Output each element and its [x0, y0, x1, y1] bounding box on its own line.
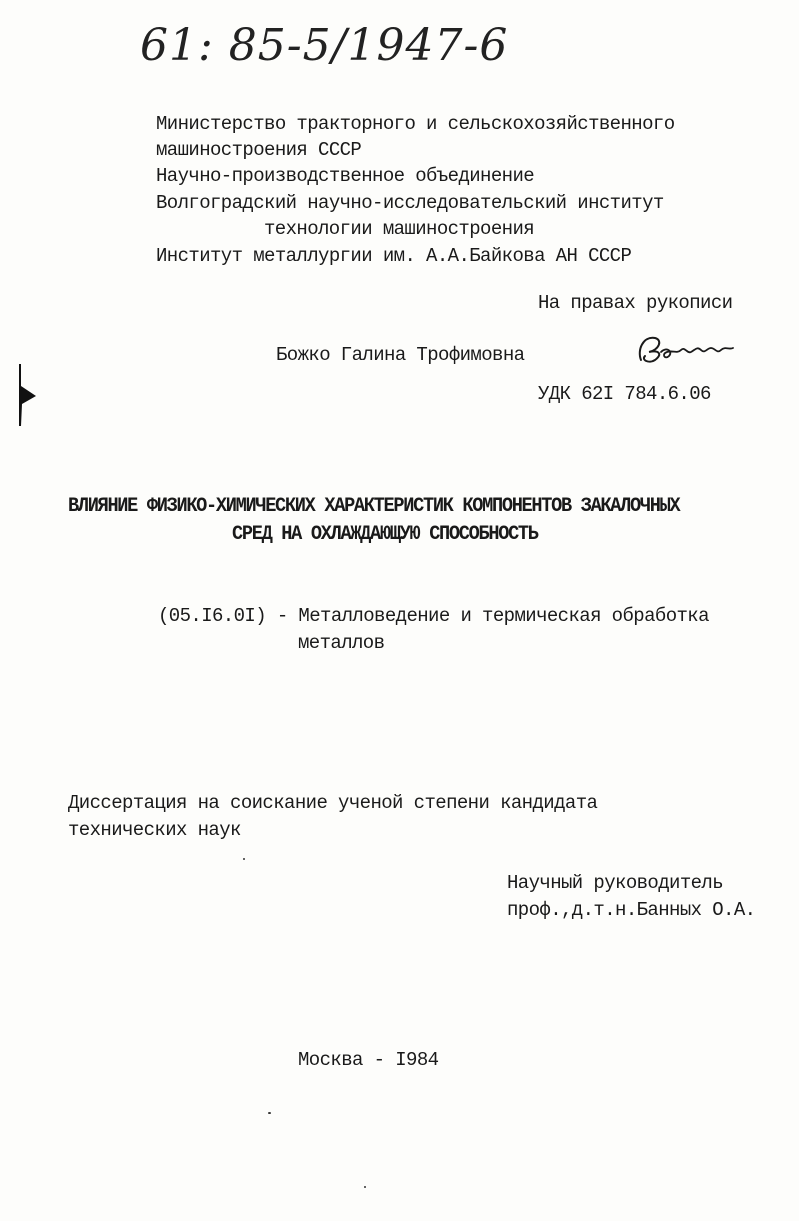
header-line-metallurgy-institute: Институт металлургии им. А.А.Байкова АН СССР	[156, 245, 632, 267]
specialty-line-2: металлов	[298, 632, 385, 654]
supervisor-label: Научный руководитель	[507, 872, 724, 894]
header-line-association: Научно-производственное объединение	[156, 165, 535, 187]
header-line-technology: технологии машиностроения	[264, 218, 535, 240]
scan-speck	[268, 1112, 271, 1114]
header-line-machinery: машиностроения СССР	[156, 139, 362, 161]
scan-speck	[364, 1186, 366, 1188]
scan-speck	[243, 858, 245, 860]
header-line-ministry: Министерство тракторного и сельскохозяйственного	[156, 113, 675, 135]
header-line-institute: Волгоградский научно-исследовательский институт	[156, 192, 664, 214]
supervisor-name: проф.,д.т.н.Банных О.А.	[507, 899, 756, 921]
manuscript-note: На правах рукописи	[538, 292, 733, 314]
author-name: Божко Галина Трофимовна	[276, 344, 525, 366]
udk-code: УДК 62I 784.6.06	[538, 383, 711, 405]
dissertation-degree-line-2: технических наук	[68, 819, 241, 841]
margin-arrow-mark	[16, 362, 40, 428]
author-signature	[633, 330, 743, 366]
handwritten-archive-number: 61: 85-5/1947-6	[140, 20, 509, 71]
specialty-line-1: (05.I6.0I) - Металловедение и термическая обработка	[158, 605, 709, 627]
dissertation-title-line-1: ВЛИЯНИЕ ФИЗИКО-ХИМИЧЕСКИХ ХАРАКТЕРИСТИК КОМПОНЕНТОВ ЗАКАЛОЧНЫХ	[68, 495, 680, 518]
dissertation-degree-line-1: Диссертация на соискание ученой степени кандидата	[68, 792, 598, 814]
dissertation-title-line-2: СРЕД НА ОХЛАЖДАЮЩУЮ СПОСОБНОСТЬ	[232, 523, 538, 546]
place-and-year: Москва - I984	[298, 1049, 439, 1071]
